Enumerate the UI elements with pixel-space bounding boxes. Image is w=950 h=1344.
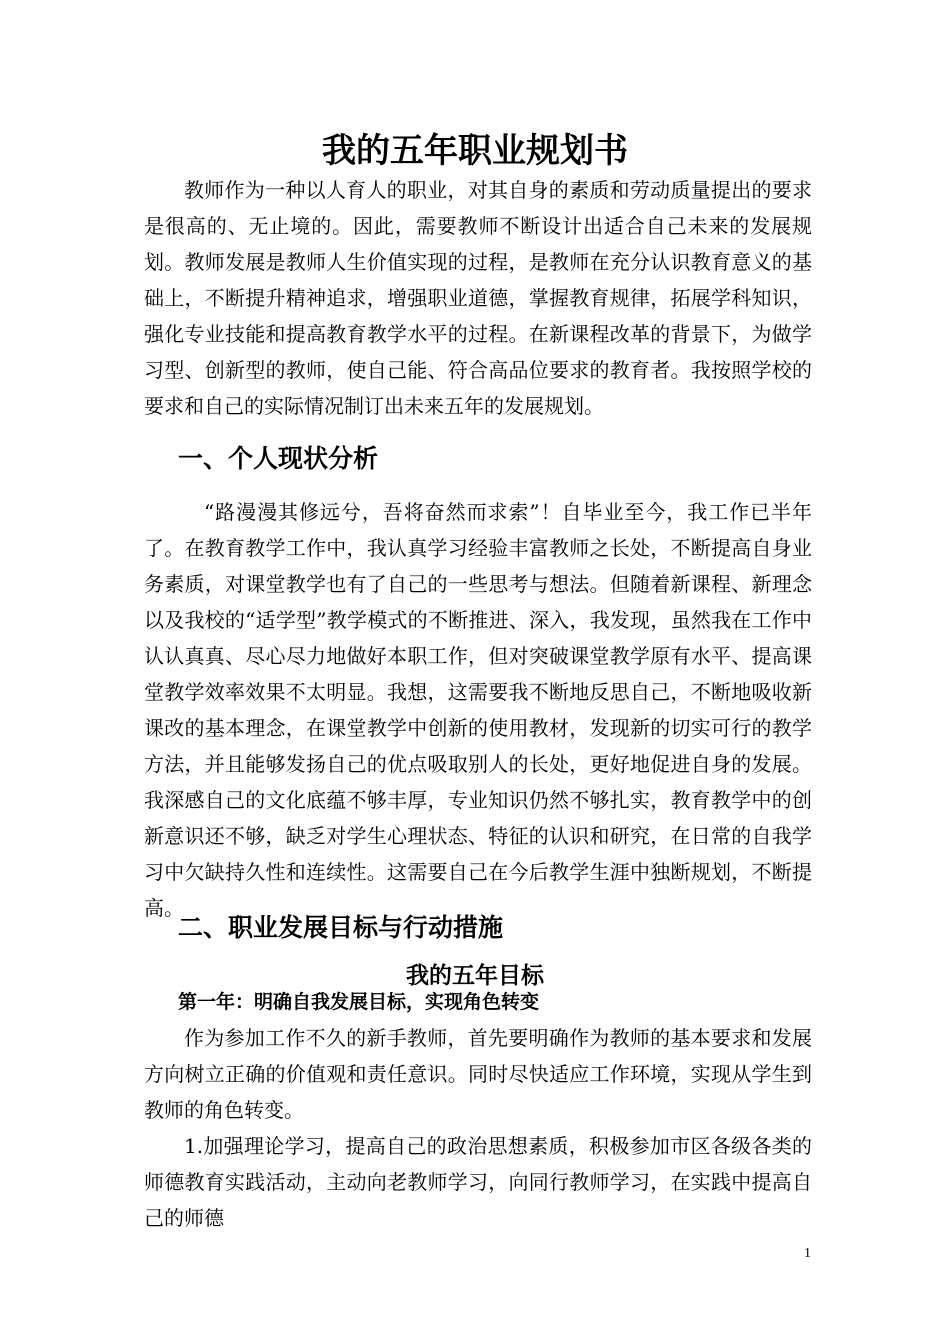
document-title: 我的五年职业规划书 (322, 131, 628, 171)
five-year-goals-heading: 我的五年目标 (406, 963, 544, 989)
intro-paragraph: 教师作为一种以人育人的职业，对其自身的素质和劳动质量提出的要求是很高的、无止境的。因此，需要教师不断设计出适合自己未来的发展规划。教师发展是教师人生价值实现的过程，是教师在充分认识教育意义的基础上，不断提升精神追求，增强职业道德，掌握教育规律，拓展学科知识，强化专业技能和提高教育教学水平的过程。在新课程改革的背景下，为做学习型、创新型的教师，使自己能、符合高品位要求的教育者。我按照学校的要求和自己的实际情况制订出未来五年的发展规划。 (144, 178, 812, 418)
section1-paragraph: “路漫漫其修远兮，吾将奋然而求索”！自毕业至今，我工作已半年了。在教育教学工作中，我认真学习经验丰富教师之长处，不断提高自身业务素质，对课堂教学也有了自己的一些思考与想法。但随着新课程、新理念以及我校的“适学型”教学模式的不断推进、深入，我发现，虽然我在工作中认认真真、尽心尽力地做好本职工作，但对突破课堂教学原有水平、提高课堂教学效率效果不太明显。我想，这需要我不断地反思自己，不断地吸收新课改的基本理念，在课堂教学中创新的使用教材，发现新的切实可行的教学方法，并且能够发扬自己的优点吸取别人的长处，更好地促进自身的发展。我深感自己的文化底蕴不够丰厚，专业知识仍然不够扎实，教育教学中的创新意识还不够，缺乏对学生心理状态、特征的认识和研究，在日常的自我学习中欠缺持久性和连续性。这需要自己在今后教学生涯中独断规划，不断提高。 (144, 500, 812, 920)
item1-paragraph: 1.加强理论学习，提高自己的政治思想素质，积极参加市区各级各类的师德教育实践活动，主动向老教师学习，向同行教师学习，在实践中提高自己的师德 (144, 1134, 812, 1230)
year1-heading: 第一年：明确自我发展目标，实现角色转变 (178, 991, 540, 1013)
page-number: 1 (804, 1246, 811, 1261)
section2-heading: 二、职业发展目标与行动措施 (178, 913, 504, 942)
year1-paragraph: 作为参加工作不久的新手教师，首先要明确作为教师的基本要求和发展方向树立正确的价值观和责任意识。同时尽快适应工作环境，实现从学生到教师的角色转变。 (144, 1026, 812, 1122)
section1-heading: 一、个人现状分析 (178, 444, 379, 473)
